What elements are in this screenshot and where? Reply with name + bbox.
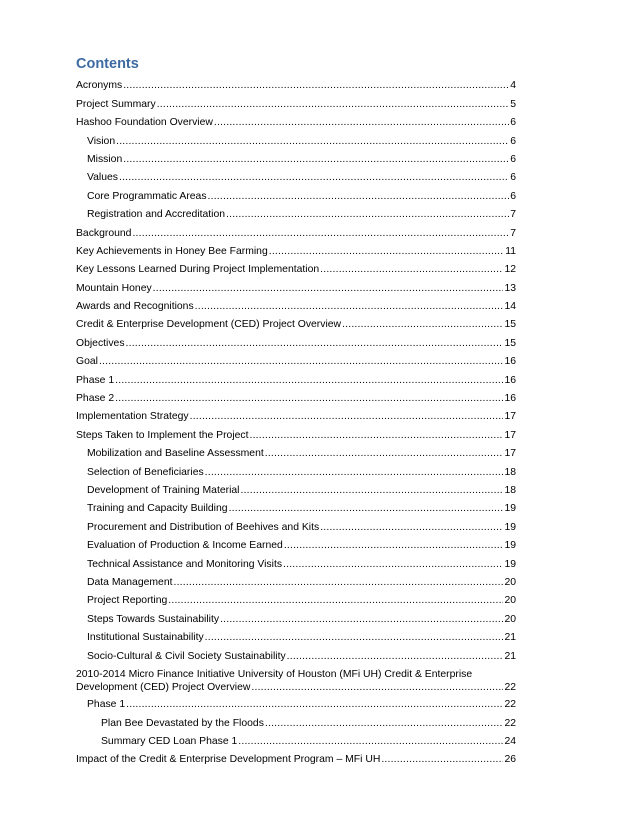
toc-entry-steps-sustainability[interactable] [76, 609, 516, 627]
toc-dot-leader [173, 577, 503, 589]
toc-page-number: 20 [504, 613, 516, 625]
toc-entry-goal[interactable] [76, 352, 516, 370]
toc-dot-leader [226, 209, 509, 221]
toc-entry-label: Phase 1 [76, 374, 115, 386]
toc-entry-label: Steps Taken to Implement the Project [76, 429, 249, 441]
toc-dot-leader [116, 136, 509, 148]
toc-dot-leader [126, 338, 504, 350]
toc-entry-label-line2: Development (CED) Project Overview [76, 681, 251, 693]
toc-dot-leader [123, 154, 509, 166]
toc-page-number: 18 [504, 484, 516, 496]
toc-dot-leader [119, 172, 509, 184]
toc-entry-mountain-honey[interactable] [76, 278, 516, 296]
toc-entry-label: Vision [87, 135, 116, 147]
toc-dot-leader [250, 430, 504, 442]
toc-page-number: 16 [504, 374, 516, 386]
toc-entry-mfi-uh-ced-overview[interactable] [76, 665, 516, 695]
toc-entry-label: Project Reporting [87, 595, 168, 607]
toc-entry-label: Hashoo Foundation Overview [76, 117, 213, 129]
toc-dot-leader [208, 191, 509, 203]
toc-entry-implementation-strategy[interactable] [76, 407, 516, 425]
toc-page-number: 6 [510, 172, 516, 184]
toc-page-number: 19 [504, 503, 516, 515]
toc-title: Contents [76, 56, 139, 72]
toc-page-number: 20 [504, 576, 516, 588]
toc-page-number: 22 [504, 681, 516, 693]
toc-entry-label: Evaluation of Production & Income Earned [87, 540, 283, 552]
toc-dot-leader [126, 699, 503, 711]
toc-entry-key-lessons[interactable] [76, 260, 516, 278]
toc-entry-label: Mountain Honey [76, 282, 152, 294]
toc-page-number: 7 [510, 209, 516, 221]
toc-entry-key-achievements[interactable] [76, 242, 516, 260]
toc-page-number: 7 [510, 227, 516, 239]
toc-entry-institutional-sustainability[interactable] [76, 628, 516, 646]
toc-entry-project-summary[interactable] [76, 94, 516, 112]
toc-entry-label: Implementation Strategy [76, 411, 189, 423]
toc-page-number: 16 [504, 356, 516, 368]
toc-page-number: 6 [510, 190, 516, 202]
toc-entry-phase-1[interactable] [76, 370, 516, 388]
toc-list [76, 76, 516, 768]
toc-dot-leader [132, 228, 509, 240]
toc-entry-label-line1: 2010-2014 Micro Finance Initiative University of Houston (MFi UH) Credit & Enterprise [76, 668, 473, 680]
toc-entry-procurement[interactable] [76, 517, 516, 535]
toc-entry-values[interactable] [76, 168, 516, 186]
toc-entry-label: Key Lessons Learned During Project Implementation [76, 264, 320, 276]
toc-entry-awards[interactable] [76, 297, 516, 315]
toc-dot-leader [123, 80, 509, 92]
toc-page-number: 22 [504, 717, 516, 729]
toc-dot-leader [320, 522, 503, 534]
toc-page-number: 16 [504, 393, 516, 405]
toc-entry-label: Training and Capacity Building [87, 503, 228, 515]
toc-dot-leader [381, 754, 503, 766]
toc-page-number: 21 [504, 632, 516, 644]
toc-page-number: 6 [510, 153, 516, 165]
toc-page-number: 15 [504, 337, 516, 349]
toc-entry-core-programmatic-areas[interactable] [76, 186, 516, 204]
toc-page-number: 19 [504, 521, 516, 533]
toc-dot-leader [320, 264, 503, 276]
toc-entry-technical-assistance[interactable] [76, 554, 516, 572]
toc-dot-leader [153, 283, 504, 295]
toc-dot-leader [238, 736, 503, 748]
toc-entry-plan-bee-floods[interactable] [76, 713, 516, 731]
toc-entry-label: Core Programmatic Areas [87, 190, 207, 202]
toc-entry-label: Objectives [76, 337, 125, 349]
toc-dot-leader [240, 485, 503, 497]
toc-dot-leader [284, 540, 504, 552]
toc-page-number: 12 [504, 264, 516, 276]
toc-entry-training-capacity[interactable] [76, 499, 516, 517]
toc-entry-label: Goal [76, 356, 98, 368]
toc-dot-leader [251, 681, 503, 694]
toc-entry-project-reporting[interactable] [76, 591, 516, 609]
toc-entry-label: Registration and Accreditation [87, 209, 226, 221]
table-of-contents [76, 54, 516, 768]
toc-page-number: 5 [510, 98, 516, 110]
toc-entry-selection-beneficiaries[interactable] [76, 462, 516, 480]
toc-entry-socio-cultural-sustainability[interactable] [76, 646, 516, 664]
toc-page-number: 19 [504, 558, 516, 570]
toc-entry-label: Background [76, 227, 132, 239]
toc-page-number: 6 [510, 135, 516, 147]
toc-entry-label: Awards and Recognitions [76, 301, 194, 313]
toc-page-number: 17 [504, 411, 516, 423]
toc-dot-leader [283, 559, 503, 571]
toc-page-number: 14 [504, 301, 516, 313]
toc-dot-leader [342, 319, 503, 331]
toc-page-number: 26 [504, 754, 516, 766]
toc-entry-label: Data Management [87, 576, 173, 588]
toc-dot-leader [265, 718, 504, 730]
toc-page-number: 11 [505, 245, 516, 257]
toc-dot-leader [168, 595, 503, 607]
toc-entry-mfi-phase-1[interactable] [76, 695, 516, 713]
toc-entry-data-management[interactable] [76, 573, 516, 591]
toc-page-number: 13 [504, 282, 516, 294]
toc-entry-label: Steps Towards Sustainability [87, 613, 220, 625]
toc-page-number: 21 [504, 650, 516, 662]
toc-dot-leader [115, 375, 503, 387]
toc-dot-leader [195, 301, 504, 313]
toc-entry-label: Technical Assistance and Monitoring Visits [87, 558, 283, 570]
toc-entry-label: Credit & Enterprise Development (CED) Project Overview [76, 319, 342, 331]
toc-entry-training-material[interactable] [76, 481, 516, 499]
toc-entry-registration[interactable] [76, 205, 516, 223]
toc-page-number: 15 [504, 319, 516, 331]
toc-entry-acronyms[interactable] [76, 76, 516, 94]
toc-dot-leader [265, 448, 504, 460]
toc-page-number: 24 [504, 736, 516, 748]
toc-entry-mobilization[interactable] [76, 444, 516, 462]
toc-page-number: 18 [504, 466, 516, 478]
toc-entry-label: Mobilization and Baseline Assessment [87, 448, 264, 460]
toc-page-number: 19 [504, 540, 516, 552]
toc-entry-line2 [76, 681, 516, 694]
toc-page-number: 4 [510, 80, 516, 92]
toc-entry-objectives[interactable] [76, 333, 516, 351]
toc-page-number: 17 [504, 429, 516, 441]
toc-dot-leader [214, 117, 509, 129]
toc-dot-leader [287, 651, 504, 663]
toc-entry-label: Phase 1 [87, 699, 126, 711]
toc-page-number: 6 [510, 117, 516, 129]
toc-entry-label: Procurement and Distribution of Beehives and Kits [87, 521, 320, 533]
toc-entry-vision[interactable] [76, 131, 516, 149]
toc-entry-label: Institutional Sustainability [87, 632, 204, 644]
toc-dot-leader [190, 411, 504, 423]
toc-entry-label: Phase 2 [76, 393, 115, 405]
toc-dot-leader [99, 356, 503, 368]
toc-entry-label: Acronyms [76, 80, 123, 92]
toc-page-number: 22 [504, 699, 516, 711]
toc-entry-evaluation[interactable] [76, 536, 516, 554]
toc-dot-leader [157, 99, 509, 111]
toc-dot-leader [269, 246, 504, 258]
toc-dot-leader [115, 393, 503, 405]
toc-entry-label: Project Summary [76, 98, 156, 110]
toc-entry-label: Impact of the Credit & Enterprise Development Program – MFi UH [76, 754, 381, 766]
toc-entry-label: Summary CED Loan Phase 1 [101, 736, 238, 748]
toc-entry-phase-2[interactable] [76, 389, 516, 407]
toc-entry-label: Selection of Beneficiaries [87, 466, 204, 478]
toc-entry-impact-ced-program[interactable] [76, 750, 516, 768]
toc-dot-leader [205, 632, 504, 644]
toc-entry-label: Key Achievements in Honey Bee Farming [76, 245, 268, 257]
toc-dot-leader [220, 614, 503, 626]
toc-entry-label: Socio-Cultural & Civil Society Sustainability [87, 650, 286, 662]
toc-entry-mission[interactable] [76, 150, 516, 168]
toc-page-number: 20 [504, 595, 516, 607]
toc-page-number: 17 [504, 448, 516, 460]
toc-entry-summary-ced-loan[interactable] [76, 732, 516, 750]
toc-entry-label: Development of Training Material [87, 484, 240, 496]
toc-entry-ced-overview[interactable] [76, 315, 516, 333]
toc-entry-label: Mission [87, 153, 123, 165]
toc-entry-foundation-overview[interactable] [76, 113, 516, 131]
toc-entry-background[interactable] [76, 223, 516, 241]
toc-entry-steps-taken[interactable] [76, 425, 516, 443]
toc-dot-leader [229, 503, 504, 515]
toc-entry-label: Values [87, 172, 118, 184]
toc-entry-label: Plan Bee Devastated by the Floods [101, 717, 264, 729]
toc-dot-leader [205, 467, 504, 479]
